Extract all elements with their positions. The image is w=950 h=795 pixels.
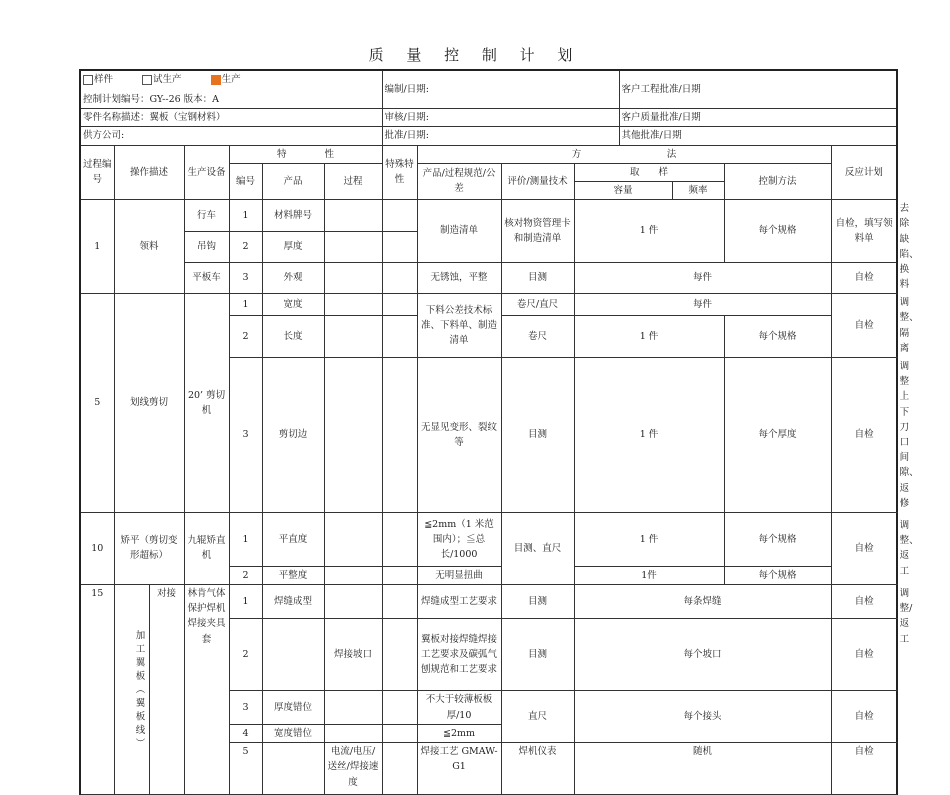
table-row: 2 平整度 无明显扭曲 1件 每个规格 bbox=[80, 566, 897, 584]
option-sample[interactable]: 样件 bbox=[83, 74, 113, 86]
table-row: 3 厚度错位 不大于较薄板板厚/10 直尺 每个接头 自检 bbox=[80, 691, 897, 725]
col-eval: 评价/测量技术 bbox=[501, 163, 574, 199]
table-row: 1 领料 行车 1 材料牌号 制造清单 核对物资管理卡和制造清单 1 件 每个规格 自检，填写领料单 去除缺陷、换料 bbox=[80, 200, 897, 231]
col-reaction: 反应计划 bbox=[831, 145, 897, 200]
other-approval: 其他批准/日期 bbox=[619, 127, 897, 145]
plan-number: 控制计划编号：GY--26 版本：A bbox=[83, 94, 220, 105]
part-description: 零件名称描述：翼板（宝钢材料） bbox=[80, 109, 382, 127]
table-row: 5 划线剪切 20’ 剪切机 1 宽度 下料公差技术标准、下料单、制造清单 卷尺/直尺 每件 自检 调整、隔离 bbox=[80, 294, 897, 315]
table-row: 10 矫平（剪切变形超标） 九辊矫直机 1 平直度 ≦2mm（1 米范围内）；≦总长/1000 目测、直尺 1 件 每个规格 自检 调整、返工 bbox=[80, 512, 897, 566]
table-row: 2 焊接坡口 翼板对接焊缝焊接工艺要求及碳弧气刨规范和工艺要求 目测 每个坡口 自检 bbox=[80, 619, 897, 691]
approve-date: 批准/日期: bbox=[382, 127, 619, 145]
table-row: 5 电流/电压/送丝/焊接速度 焊接工艺 GMAW-G1 焊机仪表 随机 自检 bbox=[80, 743, 897, 795]
checkbox-checked-icon[interactable] bbox=[211, 75, 221, 85]
col-sample: 取 样 bbox=[574, 163, 724, 181]
table-row: 吊钩 2 厚度 bbox=[80, 231, 897, 262]
col-op-desc: 操作描述 bbox=[114, 145, 184, 200]
plan-type-cell bbox=[80, 70, 382, 109]
compile-date: 编制/日期: bbox=[382, 70, 619, 109]
col-process-no: 过程编号 bbox=[80, 145, 114, 200]
table-row: 平板车 3 外观 无锈蚀，平整 目测 每件 自检 bbox=[80, 262, 897, 293]
supplier: 供方公司: bbox=[80, 127, 382, 145]
option-trial[interactable]: 试生产 bbox=[142, 74, 182, 86]
col-size: 容量 bbox=[574, 181, 672, 199]
checkbox-icon[interactable] bbox=[83, 75, 93, 85]
col-char-no: 编号 bbox=[229, 163, 262, 199]
col-spec: 产品/过程规范/公差 bbox=[417, 163, 501, 199]
col-product: 产品 bbox=[262, 163, 324, 199]
col-process: 过程 bbox=[324, 163, 382, 199]
customer-quality-approval: 客户质量批准/日期 bbox=[619, 109, 897, 127]
col-freq: 频率 bbox=[672, 181, 724, 199]
table-row: 2 长度 卷尺 1 件 每个规格 bbox=[80, 315, 897, 357]
table-row: 3 剪切边 无显见变形、裂纹等 目测 1 件 每个厚度 自检 调整上下刀口间隙、返修 bbox=[80, 358, 897, 513]
table-row: 4 宽度错位 ≦2mm bbox=[80, 725, 897, 743]
col-control: 控制方法 bbox=[724, 163, 831, 199]
header-table bbox=[79, 69, 898, 146]
review-date: 审核/日期: bbox=[382, 109, 619, 127]
table-row: 15 加工翼板（翼板线） 对接 林肯气体保护焊机焊接夹具套 1 焊缝成型 焊缝成型工艺要求 目测 每条焊缝 自检 调整/返工 bbox=[80, 585, 897, 619]
option-production[interactable]: 生产 bbox=[211, 74, 241, 86]
control-plan-sheet bbox=[79, 69, 919, 795]
customer-eng-approval: 客户工程批准/日期 bbox=[619, 70, 897, 109]
control-plan-table bbox=[79, 145, 919, 795]
col-special: 特殊特性 bbox=[382, 145, 417, 200]
col-equipment: 生产设备 bbox=[184, 145, 229, 200]
checkbox-icon[interactable] bbox=[142, 75, 152, 85]
page-title: 质 量 控 制 计 划 bbox=[368, 46, 582, 64]
col-method: 方 法 bbox=[417, 145, 831, 163]
col-characteristics: 特 性 bbox=[229, 145, 382, 163]
